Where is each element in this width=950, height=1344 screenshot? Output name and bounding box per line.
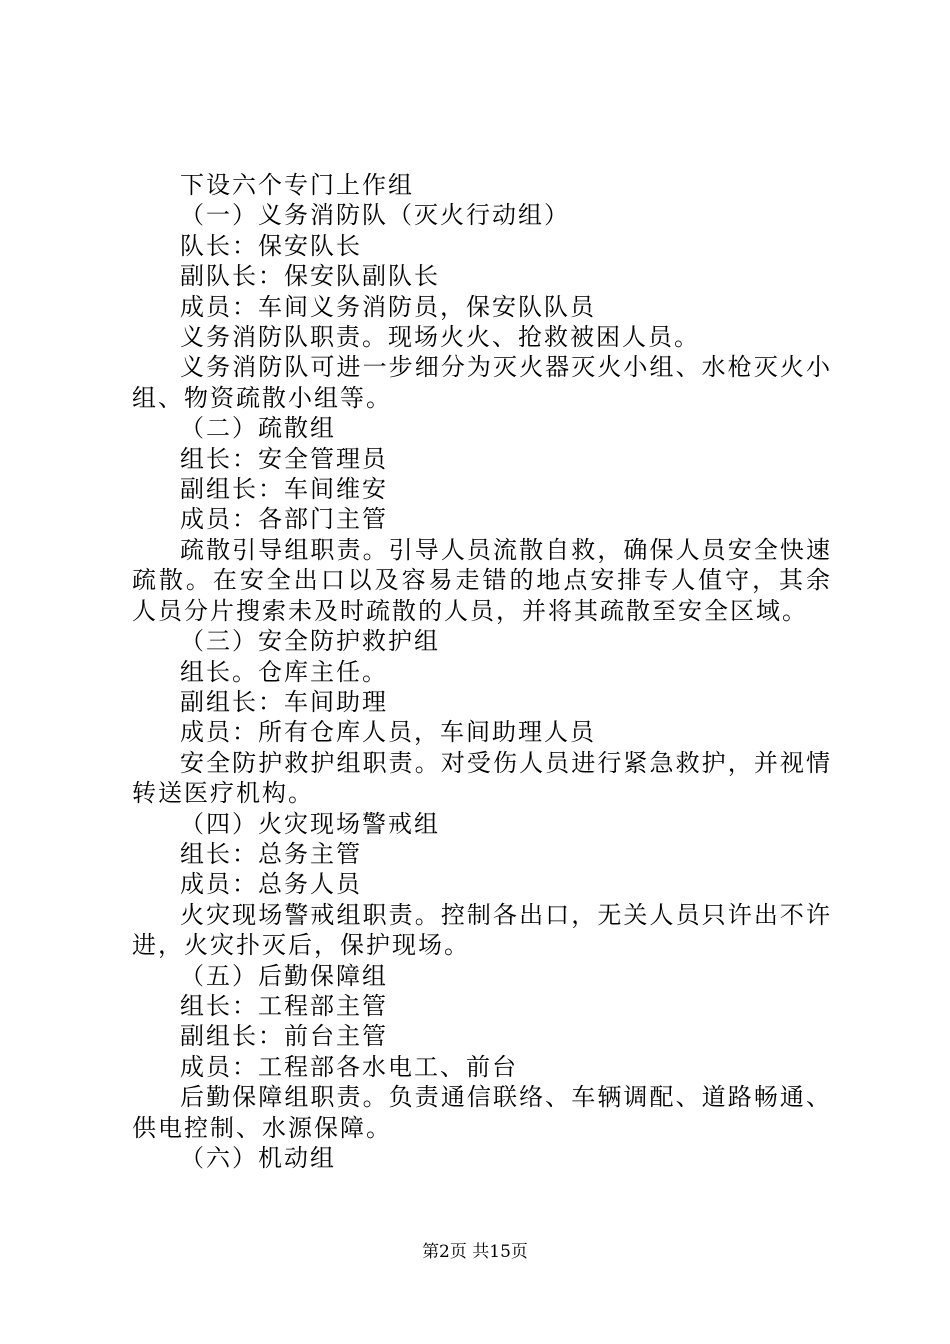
duty-paragraph: 后勤保障组职责。负责通信联络、车辆调配、道路畅通、供电控制、水源保障。 bbox=[132, 1083, 832, 1142]
members-line: 成员：所有仓库人员，车间助理人员 bbox=[180, 718, 596, 747]
duty-paragraph: 火灾现场警戒组职责。控制各出口，无关人员只许出不许进，火灾扑灭后，保护现场。 bbox=[132, 900, 832, 960]
leader-line: 组长：工程部主管 bbox=[180, 991, 388, 1020]
deputy-line: 副组长：前台主管 bbox=[180, 1022, 388, 1051]
leader-line: 组长。仓库主任。 bbox=[180, 657, 388, 686]
page-number-label: 第2页 共15页 bbox=[422, 1242, 528, 1262]
duty-paragraph: 义务消防队职责。现场火火、抢救被困人员。 bbox=[180, 323, 700, 352]
body-paragraph: 义务消防队可进一步细分为灭火器灭火小组、水枪灭火小组、物资疏散小组等。 bbox=[132, 353, 832, 412]
deputy-line: 副组长：车间维安 bbox=[180, 475, 388, 504]
duty-paragraph: 安全防护救护组职责。对受伤人员进行紧急救护，并视情转送医疗机构。 bbox=[132, 748, 832, 808]
section-heading-6: （六）机动组 bbox=[180, 1144, 336, 1172]
members-line: 成员：车间义务消防员，保安队队员 bbox=[180, 292, 596, 321]
section-heading-2: （二）疏散组 bbox=[180, 414, 336, 443]
leader-line: 组长：总务主管 bbox=[180, 839, 362, 868]
deputy-line: 副组长：车间助理 bbox=[180, 687, 388, 716]
section-heading-4: （四）火灾现场警戒组 bbox=[180, 809, 440, 838]
section-heading-5: （五）后勤保障组 bbox=[180, 961, 388, 990]
members-line: 成员：各部门主管 bbox=[180, 505, 388, 534]
leader-line: 队长：保安队长 bbox=[180, 231, 362, 260]
deputy-line: 副队长：保安队副队长 bbox=[180, 262, 440, 291]
leader-line: 组长：安全管理员 bbox=[180, 444, 388, 473]
members-line: 成员：总务人员 bbox=[180, 870, 362, 899]
section-heading-1: （一）义务消防队（灭火行动组） bbox=[180, 201, 570, 230]
section-heading-3: （三）安全防护救护组 bbox=[180, 627, 440, 656]
page-footer bbox=[0, 1240, 950, 1264]
section-intro: 下设六个专门上作组 bbox=[180, 171, 414, 199]
document-body bbox=[132, 170, 832, 1173]
members-line: 成员：工程部各水电工、前台 bbox=[180, 1052, 518, 1081]
duty-paragraph: 疏散引导组职责。引导人员流散自救，确保人员安全快速疏散。在安全出口以及容易走错的地点安排专人值守，其余人员分片搜索未及时疏散的人员，并将其疏散至安全区域。 bbox=[132, 535, 832, 625]
